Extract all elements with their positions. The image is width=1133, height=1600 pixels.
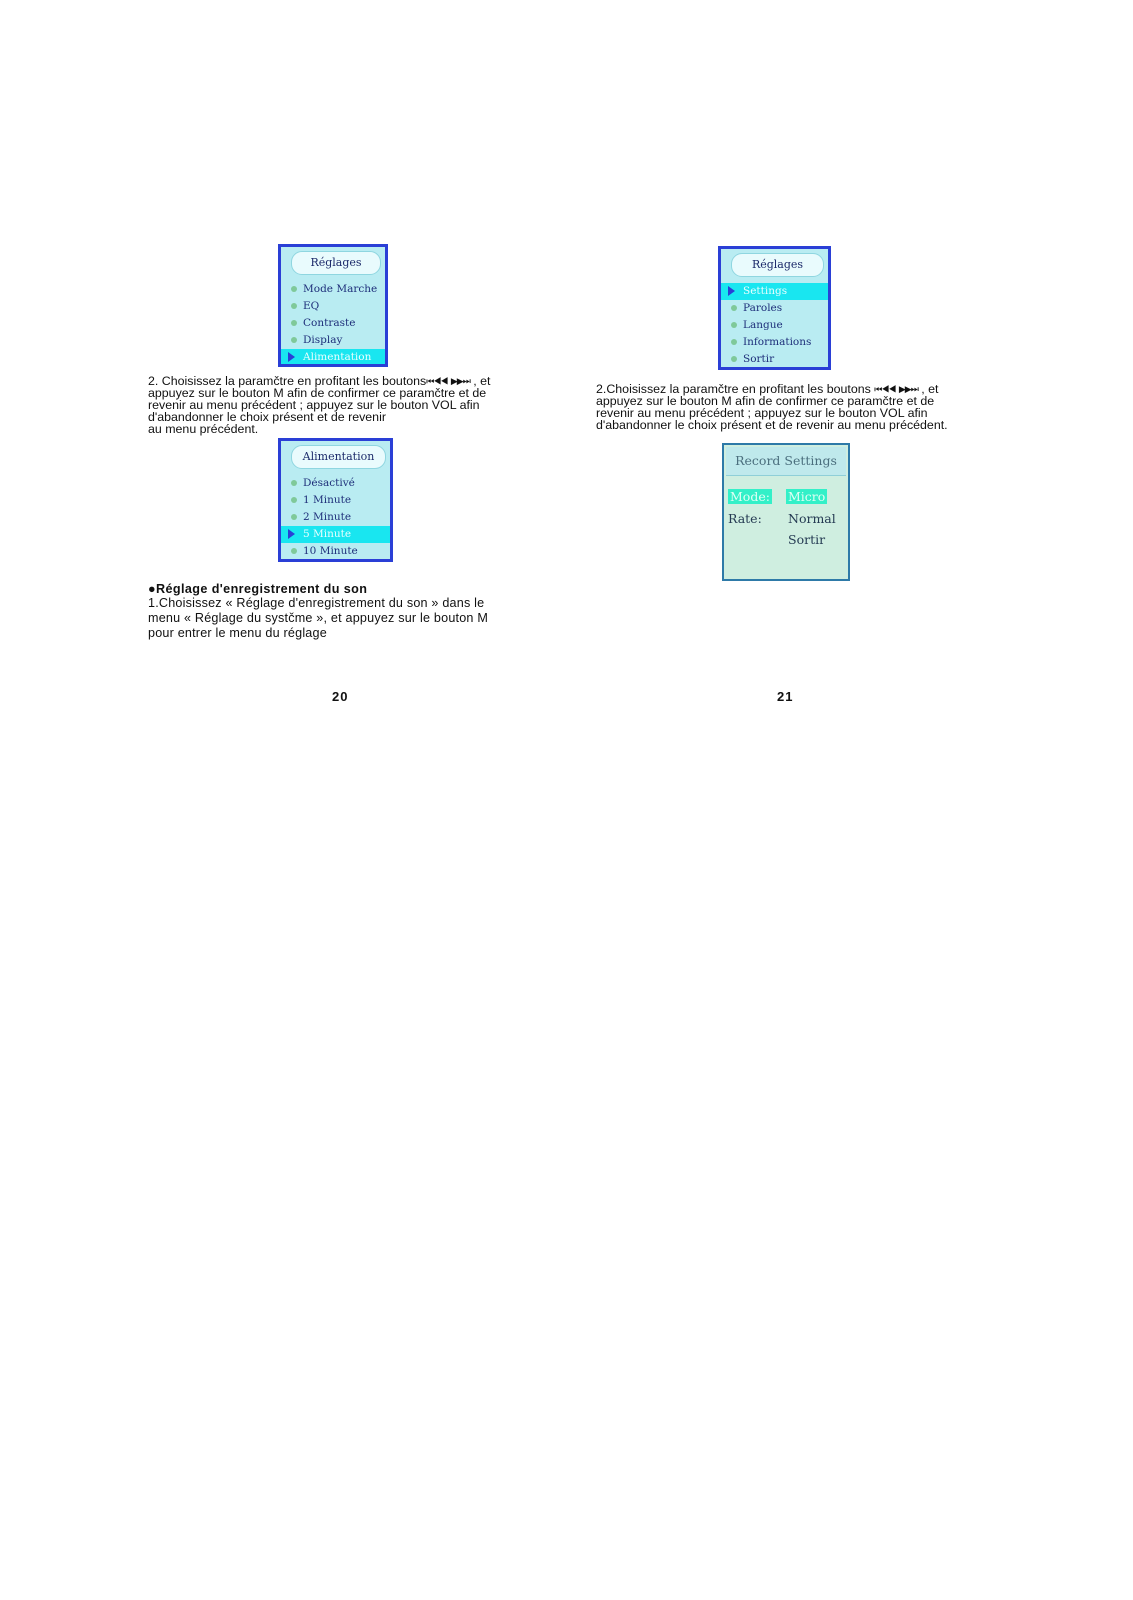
bullet-icon bbox=[291, 480, 297, 486]
screen-title: Record Settings bbox=[726, 447, 846, 476]
menu-item: 1 Minute bbox=[281, 492, 390, 509]
prev-track-icon: ⏮◀◀ bbox=[426, 376, 448, 386]
selection-arrow-icon bbox=[288, 529, 295, 539]
menu-list bbox=[281, 475, 390, 560]
menu-item-selected: Settings bbox=[721, 283, 828, 300]
bullet-icon bbox=[731, 339, 737, 345]
page-number: 20 bbox=[332, 689, 349, 704]
paragraph-line: menu « Réglage du systčme », et appuyez sur le bouton M bbox=[148, 611, 489, 625]
menu-item: Display bbox=[281, 332, 385, 349]
menu-item: Langue bbox=[721, 317, 828, 334]
menu-item: Contraste bbox=[281, 315, 385, 332]
bullet-icon bbox=[731, 356, 737, 362]
power-menu-screenshot bbox=[278, 438, 393, 562]
bullet-icon bbox=[291, 286, 297, 292]
settings-menu-screenshot bbox=[718, 246, 831, 370]
menu-item-selected: 5 Minute bbox=[281, 526, 390, 543]
screen-title: Réglages bbox=[731, 253, 824, 277]
screen-title: Alimentation bbox=[291, 445, 386, 469]
paragraph-line: 2.Choisissez la paramčtre en profitant les boutons ⏮◀◀ ▶▶⏭ , et bbox=[596, 382, 939, 396]
paragraph-line: d'abandonner le choix présent et de revenir bbox=[148, 410, 386, 424]
rate-value: Normal bbox=[788, 511, 836, 526]
next-track-icon: ▶▶⏭ bbox=[450, 376, 470, 386]
menu-item: Paroles bbox=[721, 300, 828, 317]
bullet-icon bbox=[291, 548, 297, 554]
menu-item: Mode Marche bbox=[281, 281, 385, 298]
instruction-paragraph bbox=[148, 375, 490, 435]
instruction-paragraph bbox=[596, 383, 948, 431]
selection-arrow-icon bbox=[728, 286, 735, 296]
menu-list bbox=[281, 281, 385, 366]
menu-item: 2 Minute bbox=[281, 509, 390, 526]
exit-option: Sortir bbox=[788, 532, 826, 547]
mode-label: Mode: bbox=[730, 489, 770, 504]
paragraph-line: 2. Choisissez la paramčtre en profitant les boutons⏮◀◀ ▶▶⏭ , et bbox=[148, 374, 491, 388]
rate-label: Rate: bbox=[728, 511, 762, 526]
bullet-icon bbox=[291, 514, 297, 520]
paragraph-line: revenir au menu précédent ; appuyez sur le bouton VOL afin bbox=[148, 398, 480, 412]
bullet-icon bbox=[731, 322, 737, 328]
paragraph-line: au menu précédent. bbox=[148, 422, 259, 436]
mode-row bbox=[728, 489, 772, 504]
settings-menu-screenshot bbox=[278, 244, 388, 367]
menu-list bbox=[721, 283, 828, 368]
menu-item: Informations bbox=[721, 334, 828, 351]
bullet-icon bbox=[291, 337, 297, 343]
record-settings-screenshot bbox=[722, 443, 850, 581]
menu-item: 10 Minute bbox=[281, 543, 390, 560]
screen-title: Réglages bbox=[291, 251, 381, 275]
bullet-icon bbox=[731, 305, 737, 311]
mode-value: Micro bbox=[788, 489, 826, 504]
next-track-icon: ▶▶⏭ bbox=[898, 384, 918, 394]
mode-value-row bbox=[786, 489, 827, 504]
paragraph-line: d'abandonner le choix présent et de revenir au menu précédent. bbox=[596, 418, 948, 432]
menu-item: Sortir bbox=[721, 351, 828, 368]
selection-arrow-icon bbox=[288, 352, 295, 362]
paragraph-line: 1.Choisissez « Réglage d'enregistrement du son » dans le bbox=[148, 596, 485, 610]
bullet-icon bbox=[291, 497, 297, 503]
paragraph-line: revenir au menu précédent ; appuyez sur le bouton VOL afin bbox=[596, 406, 928, 420]
menu-item-selected: Alimentation bbox=[281, 349, 385, 366]
menu-item: Désactivé bbox=[281, 475, 390, 492]
page-number: 21 bbox=[777, 689, 794, 704]
section-paragraph bbox=[148, 596, 488, 641]
paragraph-line: appuyez sur le bouton M afin de confirmer ce paramčtre et de bbox=[148, 386, 487, 400]
menu-item: EQ bbox=[281, 298, 385, 315]
bullet-icon bbox=[291, 320, 297, 326]
section-heading: ●Réglage d'enregistrement du son bbox=[148, 582, 368, 596]
bullet-icon bbox=[291, 303, 297, 309]
paragraph-line: appuyez sur le bouton M afin de confirmer ce paramčtre et de bbox=[596, 394, 935, 408]
prev-track-icon: ⏮◀◀ bbox=[874, 384, 896, 394]
paragraph-line: pour entrer le menu du réglage bbox=[148, 626, 327, 640]
